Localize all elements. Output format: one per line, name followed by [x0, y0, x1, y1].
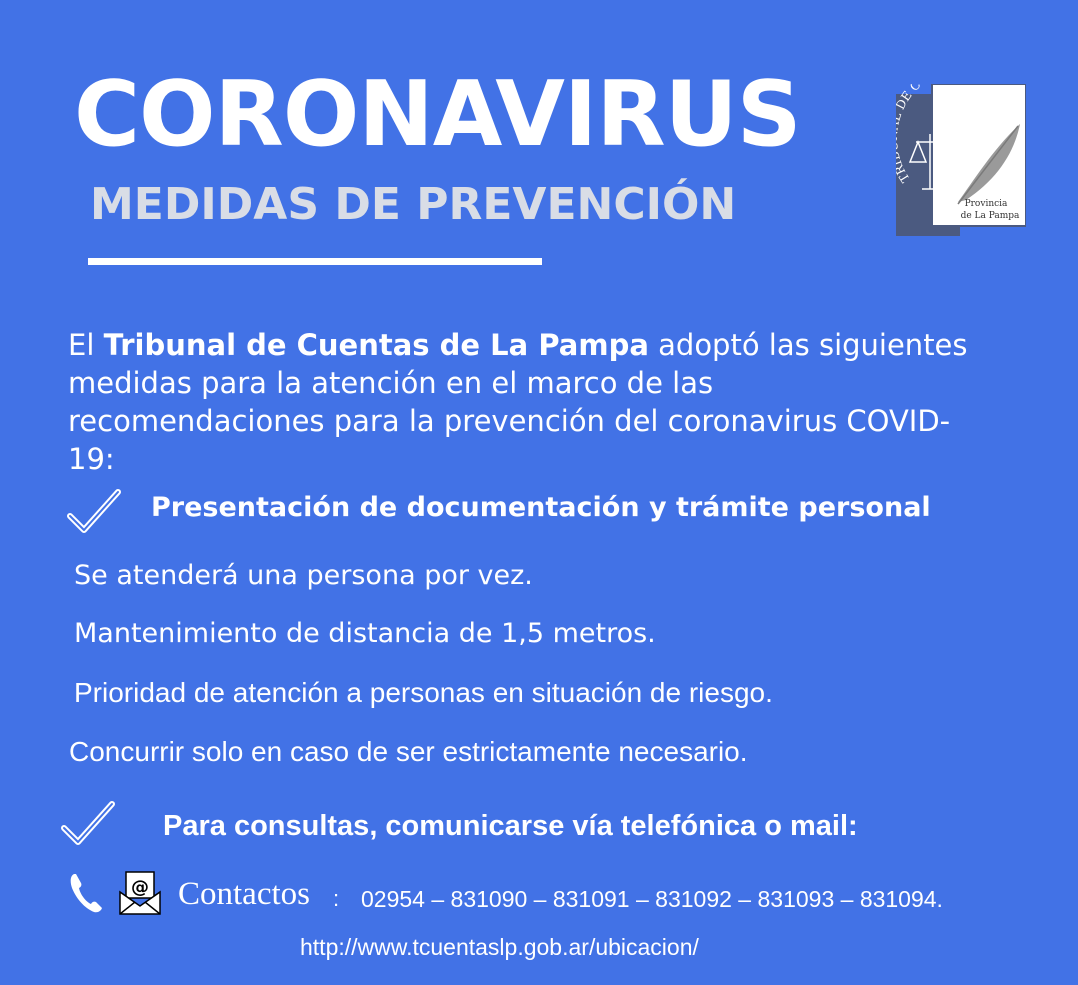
contacts-label: Contactos [178, 876, 310, 912]
phone-icon [68, 872, 104, 914]
check-icon [66, 488, 122, 536]
mail-icon [118, 870, 162, 916]
intro-org-name: Tribunal de Cuentas de La Pampa [103, 328, 649, 362]
logo-province-line2: de La Pampa [960, 211, 1020, 221]
intro-rest: adoptó las siguientes medidas para la atención en el marco de las recomendaciones para la prevención del coronavirus COVID-19: [68, 328, 968, 476]
logo-province-line1: Provincia [964, 199, 1008, 209]
title-underline [88, 258, 542, 265]
contacts-url-link[interactable]: http://www.tcuentaslp.gob.ar/ubicacion/ [300, 934, 699, 960]
measure-item: Mantenimiento de distancia de 1,5 metros. [74, 618, 656, 649]
logo-arc-text: T E C [896, 84, 924, 185]
measure-item: Concurrir solo en caso de ser estrictamente necesario. [69, 736, 748, 767]
intro-paragraph [68, 326, 968, 478]
page-subtitle: MEDIDAS DE PREVENCIÓN [90, 179, 737, 230]
measure-item: Se atenderá una persona por vez. [74, 560, 533, 591]
intro-prefix: El [68, 328, 104, 362]
page-title: CORONAVIRUS [74, 62, 801, 167]
section-heading-consultas: Para consultas, comunicarse vía telefónica o mail: [163, 810, 858, 842]
contacts-colon: : [333, 886, 340, 911]
check-icon [60, 800, 116, 848]
measure-item: Prioridad de atención a personas en situación de riesgo. [74, 677, 773, 708]
contacts-phone-numbers: 02954 – 831090 – 831091 – 831092 – 831093 – 831094. [361, 886, 943, 912]
tribunal-logo [896, 84, 1026, 236]
section-heading-presentacion: Presentación de documentación y trámite personal [151, 492, 931, 523]
svg-text:@: @ [131, 877, 149, 898]
